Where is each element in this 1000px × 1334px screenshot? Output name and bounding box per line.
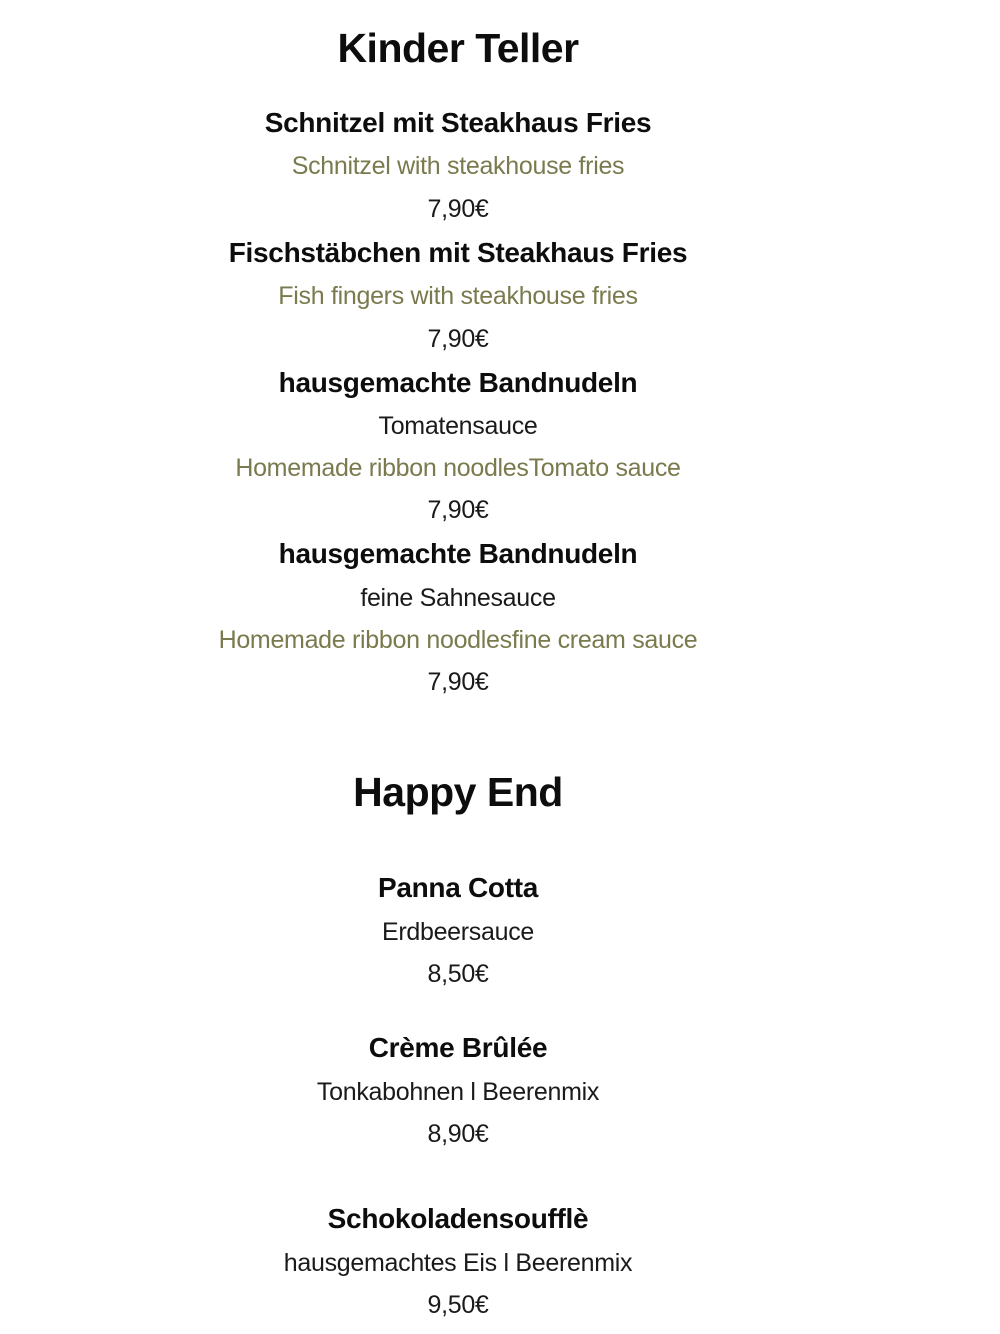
menu-item-price: 8,50€ <box>427 960 489 988</box>
menu-item-english: Homemade ribbon noodlesTomato sauce <box>235 454 681 482</box>
menu-item-name: hausgemachte Bandnudeln <box>278 367 638 398</box>
section-title-happy-end: Happy End <box>353 769 563 815</box>
menu-item-name: Crème Brûlée <box>368 1032 548 1063</box>
menu-item-description: Tonkabohnen l Beerenmix <box>316 1078 600 1106</box>
menu-item-english: Homemade ribbon noodlesfine cream sauce <box>218 626 698 654</box>
menu-item-price: 7,90€ <box>427 668 489 696</box>
menu-item-english: Fish fingers with steakhouse fries <box>278 282 638 310</box>
menu-item-price: 7,90€ <box>427 195 489 223</box>
menu-item-name: Schnitzel mit Steakhaus Fries <box>264 107 652 138</box>
menu-item-price: 7,90€ <box>427 496 489 524</box>
menu-item-name: Panna Cotta <box>377 872 539 903</box>
menu-item-description: hausgemachtes Eis l Beerenmix <box>283 1249 633 1277</box>
menu-item-description: Tomatensauce <box>378 412 538 440</box>
menu-item-name: Schokoladensoufflè <box>327 1203 589 1234</box>
menu-item-price: 8,90€ <box>427 1120 489 1148</box>
section-title-kinder-teller: Kinder Teller <box>337 25 579 71</box>
menu-item-name: Fischstäbchen mit Steakhaus Fries <box>228 237 688 268</box>
menu-item-price: 9,50€ <box>427 1291 489 1319</box>
menu-item-name: hausgemachte Bandnudeln <box>278 538 638 569</box>
menu-item-price: 7,90€ <box>427 325 489 353</box>
menu-item-english: Schnitzel with steakhouse fries <box>291 152 625 180</box>
menu-item-description: feine Sahnesauce <box>360 584 556 612</box>
menu-item-description: Erdbeersauce <box>381 918 535 946</box>
